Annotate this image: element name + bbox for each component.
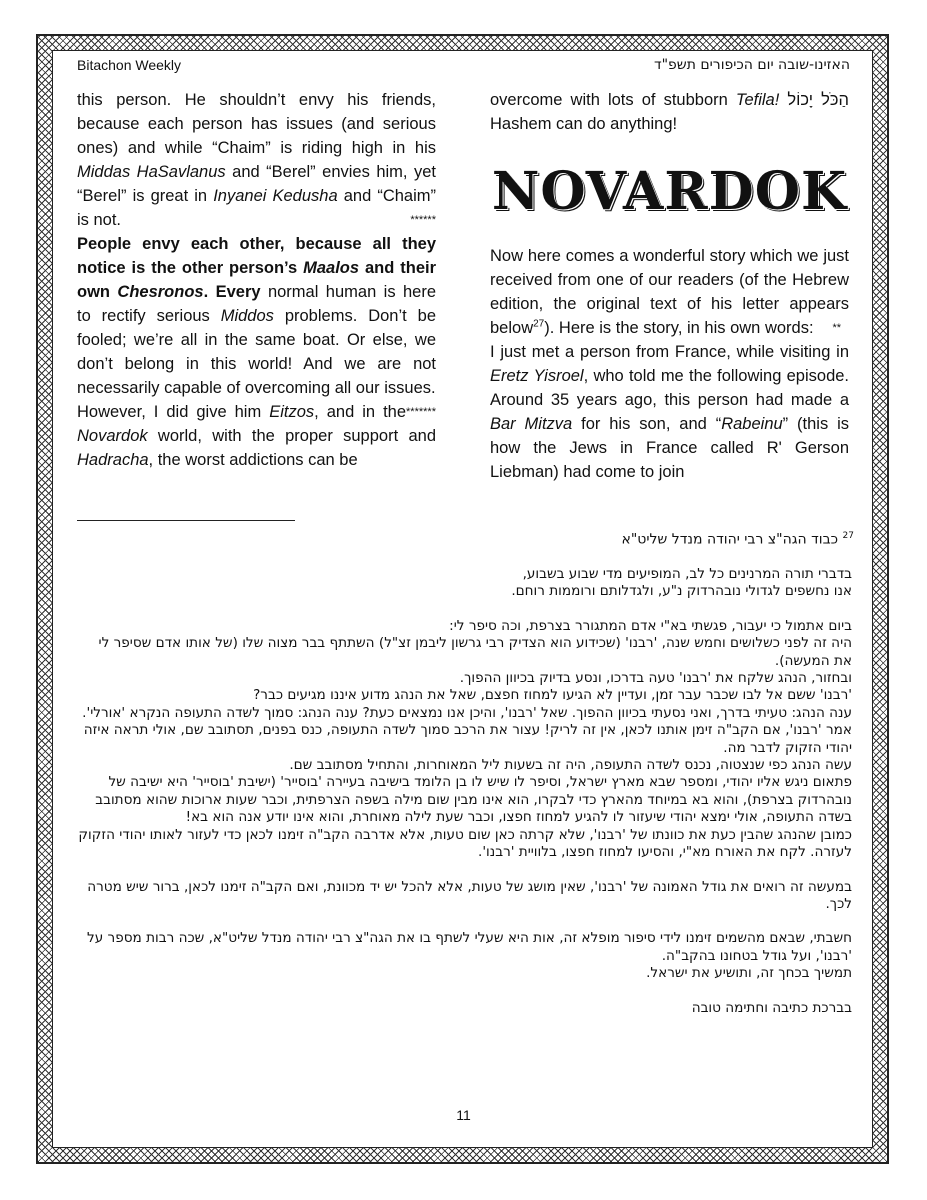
section-separator: ** bbox=[832, 322, 841, 334]
italic-term: Bar Mitzva bbox=[490, 415, 573, 433]
footnote-marker: 27 bbox=[533, 318, 545, 330]
header-parsha-title: האזינו-שובה יום הכיפורים תשפ"ד bbox=[653, 57, 850, 73]
bold-text: People envy each other, because all they notice is the other person’s bbox=[77, 235, 436, 277]
novardok-logo-title: NOVARDOK bbox=[491, 161, 848, 222]
text-run: , who told me the following episode. Around 35 years ago, this person had made a bbox=[490, 367, 850, 409]
hebrew-line: 'רבנו' ששם אל לבו שכבר עבר זמן, ועדיין לא הגיעו למחוז חפצם, שאל את הנהג מדוע איננו מגיעים כבר? bbox=[253, 687, 852, 704]
left-column bbox=[77, 88, 436, 472]
text-run: Now here comes a wonderful story which we just received from one of our readers (of the Hebrew edition, the original text of his letter appears below bbox=[490, 247, 849, 337]
paragraph bbox=[77, 88, 436, 232]
hebrew-line: עשה הנהג כפי שנצטוה, נכנס לשדה התעופה, היה זה בשעות ליל המאוחרות, והתחיל מסתובב שם. bbox=[289, 757, 852, 774]
text-run: , the worst addictions can be bbox=[148, 451, 358, 469]
bold-text: . Every bbox=[203, 283, 261, 301]
italic-term: Middas HaSavlanus bbox=[77, 163, 226, 181]
text-run: for his son, and “ bbox=[572, 415, 722, 433]
footnote-number: 27 bbox=[842, 531, 854, 541]
italic-term: Rabeinu bbox=[721, 415, 783, 433]
right-column bbox=[490, 88, 849, 484]
hebrew-line: ענה הנהג: טעיתי בדרך, ואני נסעתי בכיוון ההפוך. שאל 'רבנו', והיכן אנו נמצאים כעת? ענה הנהג: סמוך לשדה התעופה הנקרא 'אורלי'. bbox=[82, 704, 852, 721]
hebrew-line: תמשיך בכחך זה, ותושיע את ישראל. bbox=[646, 965, 852, 982]
paragraph bbox=[490, 340, 849, 484]
footnote-divider bbox=[77, 520, 295, 521]
italic-term: Middos bbox=[220, 307, 274, 325]
hebrew-line: ביום אתמול כי יעבור, פגשתי בא"י אדם המתגורר בצרפת, וכה סיפר לי: bbox=[449, 617, 852, 634]
italic-term: Novardok bbox=[77, 427, 148, 445]
text-run: , and in the bbox=[314, 403, 407, 421]
text-run: Hashem can do anything! bbox=[490, 115, 678, 133]
page-number: 11 bbox=[456, 1107, 471, 1123]
hebrew-phrase: הַכֹּל יָכוֹל bbox=[779, 91, 849, 109]
text-run: I just met a person from France, while visiting in bbox=[490, 343, 849, 361]
text-run: overcome with lots of stubborn bbox=[490, 91, 736, 109]
bold-italic-term: Chesronos bbox=[117, 283, 204, 301]
hebrew-line: ובחזור, הנהג שלקח את 'רבנו' טעה בדרכו, ונסע בדיוק בכיוון ההפוך. bbox=[459, 670, 852, 687]
italic-term: Tefila! bbox=[735, 91, 780, 109]
hebrew-line: אמר 'רבנו', אם הקב"ה זימן אותנו לכאן, אין זה לריק! עצור את הרכב סמוך לשדה התעופה, כנס בפנים, תסתובב שם, אולי תראה איזה יהודי הזקוק לדבר מה. bbox=[83, 722, 852, 756]
hebrew-line: פתאום ניגש אליו יהודי, ומספר שבא מארץ ישראל, וסיפר לו שיש לו בן הלומד בישיבה בעיירה 'בוסייר' (ישיבת 'בוסייר' היא ישיבה של נובהרדוק בצרפת), והוא בא במיוחד מהארץ כדי לבקרו, הוא אינו מבין שום מילה בשפה הצרפתית, וכבר שעות ארוכות שהוא מסתובב בשדה התעופה, אולי ימצא יהודי שיעזור לו להגיע למחוז חפצו, וכבר שעת לילה מאוחרת, והוא אינו יודע אנה הוא בא! bbox=[95, 774, 852, 826]
text-run: However, I did give him bbox=[77, 403, 270, 421]
footnote-text: כבוד הגה"צ רבי יהודה מנדל שליט"א bbox=[621, 531, 843, 548]
hebrew-line: במעשה זה רואים את גודל האמונה של 'רבנו', שאין מושג של טעות, אלא להכל יש יד מכוונת, ואם הקב"ה זימנו לכאן, ברור שיש מטרה לכך. bbox=[87, 878, 852, 912]
text-run: problems. Don’t be fooled; we’re all in the same boat. Or else, we don’t belong in this world! And we are not necessarily capable of overcoming all our issues. bbox=[77, 307, 436, 397]
italic-term: Eretz Yisroel bbox=[490, 367, 584, 385]
hebrew-line: חשבתי, שבאם מהשמים זימנו לידי סיפור מופלא זה, אות היא שעלי לשתף בו את הגה"צ רבי יהודה מנדל שליט"א, שכה רבות מספר על 'רבנו', ועל גודל בטחונו בהקב"ה. bbox=[86, 930, 852, 964]
footnote bbox=[621, 531, 854, 548]
text-run: normal human is here to rectify serious bbox=[77, 283, 437, 325]
section-separator: ******* bbox=[406, 406, 436, 418]
italic-term: Eitzos bbox=[269, 403, 315, 421]
italic-term: Inyanei Kedusha bbox=[213, 187, 338, 205]
hebrew-line: אנו נחשפים לגדולי נובהרדוק נ"ע, ולגדלותם ורוממות רוחם. bbox=[511, 583, 852, 600]
section-separator: ****** bbox=[410, 214, 436, 226]
hebrew-line: כמובן שהנהג שהבין כעת את כוונתו של 'רבנו', שלא קרתה כאן שום טעות, אלא אדרבה הקב"ה זימנו לכאן כדי לעזור לאותו יהודי הזקוק לעזרה. לקח את האורח מא"י, והסיעו למחוז חפצו, בלוויית 'רבנו'. bbox=[78, 826, 852, 861]
italic-term: Hadracha bbox=[77, 451, 149, 469]
header-publication-title: Bitachon Weekly bbox=[77, 57, 182, 73]
hebrew-line: היה זה לפני כשלושים וחמש שנה, 'רבנו' (שכידוע הוא הצדיק רבי גרשון ליבמן זצ"ל) השתתף בבר מצוה שלו (של אותו אדם שסיפר לי את המעשה). bbox=[98, 635, 852, 669]
bold-italic-term: Maalos bbox=[303, 259, 360, 277]
text-run: and “Berel” envies him, yet “Berel” is great in bbox=[77, 163, 436, 205]
hebrew-letter bbox=[77, 566, 852, 1017]
text-run: ). Here is the story, in his own words: bbox=[544, 319, 814, 337]
paragraph bbox=[490, 88, 849, 136]
text-run: ” (this is how the Jews in France called R' Gerson Liebman) had come to join bbox=[490, 415, 850, 481]
hebrew-line: בדברי תורה המרנינים כל לב, המופיעים מדי שבוע בשבוע, bbox=[522, 566, 852, 582]
hebrew-signoff: בברכת כתיבה וחתימה טובה bbox=[691, 999, 852, 1016]
text-run: this person. He shouldn’t envy his friends, because each person has issues (and serious ones) and while “Chaim” is riding high in his bbox=[77, 91, 436, 157]
bold-text: and their own bbox=[77, 259, 436, 301]
paragraph bbox=[490, 244, 849, 340]
text-run: and “Chaim” is not. bbox=[77, 187, 436, 229]
paragraph bbox=[77, 400, 436, 472]
text-run: world, with the proper support and bbox=[147, 427, 436, 445]
